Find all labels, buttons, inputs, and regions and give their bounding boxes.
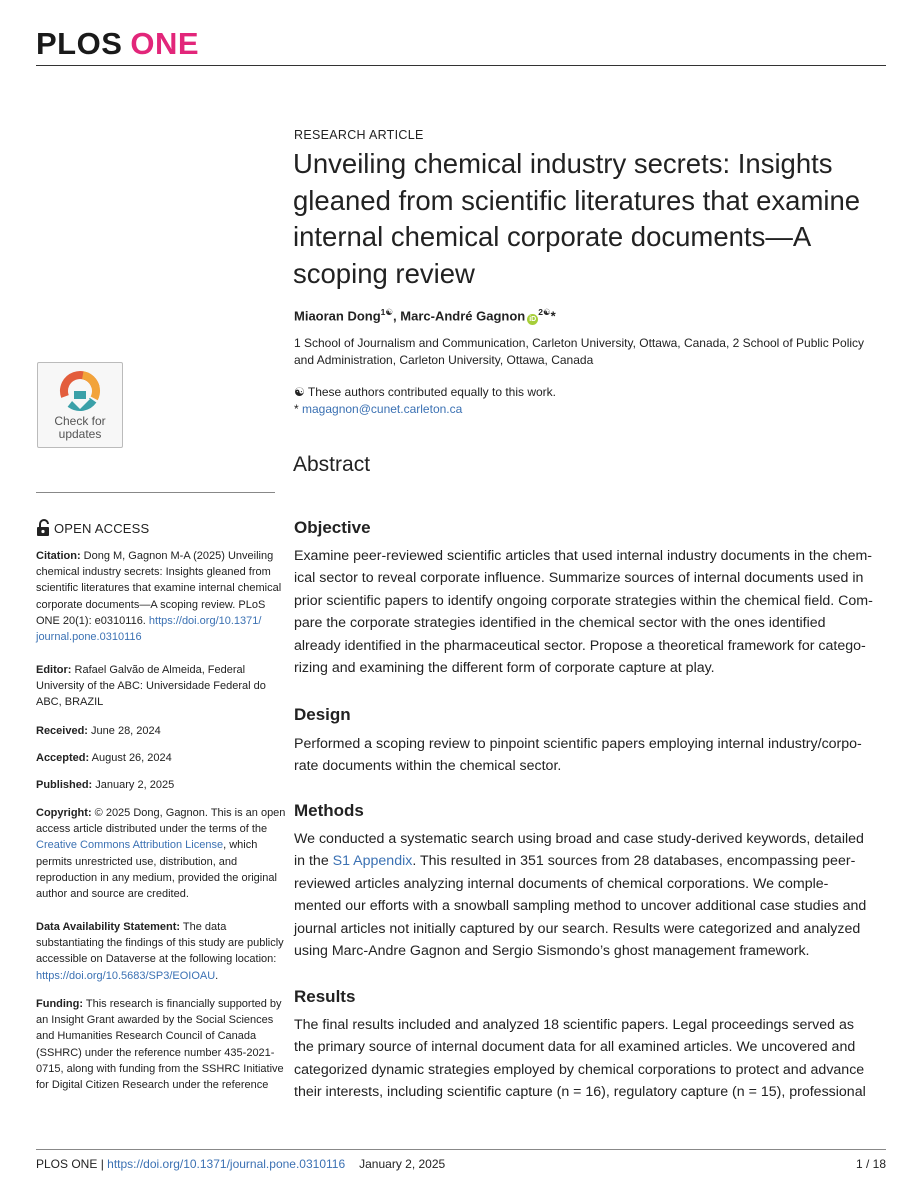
objective-heading: Objective: [294, 518, 371, 537]
abstract-heading: Abstract: [293, 453, 371, 476]
check-for-updates-badge[interactable]: [37, 362, 123, 448]
logo-one: ONE: [130, 26, 200, 61]
sidebar-divider: [36, 492, 275, 493]
article-type: RESEARCH ARTICLE: [294, 128, 424, 142]
check-for-updates-label: Check for updates: [54, 414, 106, 441]
article-title: Unveiling chemical industry secrets: Insights gleaned from scientific literatures that examine internal chemical corporate documents—A scoping review: [293, 148, 861, 289]
footer-journal: PLOS ONE: [36, 1157, 98, 1171]
results-text: The final results included and analyzed 18 scientific papers. Legal proceedings served as the primary source of internal document data for all examined articles. We uncovered and categorized dynamic strategies employed by chemical corporations to protect and advance their interests, including scientific capture (n = 16), regulatory capture (n = 15), professional: [294, 1017, 866, 1101]
check-for-updates-icon: [58, 369, 102, 413]
received-date: Received: June 28, 2024: [36, 725, 161, 737]
results-heading: Results: [294, 987, 356, 1006]
equal-contribution-note: ☯ These authors contributed equally to this work.: [294, 385, 557, 399]
footer-divider: [36, 1149, 886, 1150]
author-affiliation-marker: 2☯: [538, 307, 551, 317]
orcid-icon[interactable]: iD: [529, 316, 537, 324]
journal-logo: [36, 26, 199, 62]
design-heading: Design: [294, 705, 351, 724]
data-availability-block: Data Availability Statement: The data substantiating the findings of this study are publicly accessible on Dataverse at the following location: https://doi.org/10.5683/SP3/EOIOAU.: [36, 921, 284, 982]
license-link[interactable]: Creative Commons Attribution License: [36, 839, 224, 852]
page-footer: PLOS ONE | https://doi.org/10.1371/journal.pone.0310116 January 2, 2025: [36, 1157, 446, 1171]
affiliations: 1 School of Journalism and Communication, Carleton University, Ottawa, Canada, 2 School of Public Policy and Administration, Carleton University, Ottawa, Canada: [294, 336, 865, 367]
author-name[interactable]: Marc-André Gagnon: [400, 308, 526, 324]
s1-appendix-link[interactable]: S1 Appendix: [332, 853, 413, 870]
design-text: Performed a scoping review to pinpoint scientific papers employing internal industry/corpo- rate documents within the chemical sector.: [294, 736, 862, 775]
contribution-notes: ☯ These authors contributed equally to this work. * magagnon@cunet.carleton.ca: [294, 384, 884, 417]
author-affiliation-marker: 1☯: [380, 307, 394, 317]
citation-doi-link[interactable]: https://doi.org/10.1371/: [148, 614, 262, 627]
objective-text: Examine peer-reviewed scientific articles that used internal industry documents in the chem- ical sector to reveal corporate influence. Summarize sources of internal documents used in prior scientific papers to identify ongoing corporate strategies within the chemical field. Com- pare the corporate strategies identified in the chemical sector with the ones identified already identified in the pharmaceutical sector. Propose a theoretical framework for catego- rizing and examining the different form of corporate capture at play.: [294, 548, 873, 677]
corresponding-email-link[interactable]: magagnon@cunet.carleton.ca: [302, 401, 463, 416]
methods-heading: Methods: [294, 801, 364, 820]
footer-date: January 2, 2025: [359, 1157, 446, 1171]
published-date: Published: January 2, 2025: [36, 779, 175, 791]
author-list: Miaoran Dong$^{1☯}$, Marc-André Gagnon $iD^{2☯}*$: [294, 307, 556, 324]
logo-plos: PLOS: [36, 26, 123, 61]
citation-block: Citation: Dong M, Gagnon M-A (2025) Unveiling chemical industry secrets: Insights gleaned from scientific literatures that examine internal chemical corporate documents—A scoping review. PLoS ONE 20(1): e0310116. https://doi.org/10.1371/ journal.pone.0310116: [36, 548, 276, 645]
open-lock-icon: [36, 519, 50, 536]
dataverse-doi-link[interactable]: https://doi.org/10.5683/SP3/EOIOAU: [36, 969, 216, 982]
citation-doi-link-cont[interactable]: journal.pone.0310116: [36, 631, 142, 644]
open-access-label: OPEN ACCESS: [36, 519, 149, 536]
footer-doi-link[interactable]: https://doi.org/10.1371/journal.pone.0310116: [107, 1157, 346, 1171]
header-divider: [36, 65, 886, 66]
funding-block: Funding: This research is financially supported by an Insight Grant awarded by the Social Sciences and Humanities Research Council of Canada (SSHRC) under the reference number 435-2021- 0715, along with funding from the SSHRC Initiative for Digital Citizen Research under the reference: [36, 998, 284, 1092]
copyright-block: Copyright: © 2025 Dong, Gagnon. This is an open access article distributed under the terms of the Creative Commons Attribution License, which permits unrestricted use, distribution, and reproduction in any medium, provided the original author and source are credited.: [36, 807, 286, 901]
page-number: 1 / 18: [855, 1157, 886, 1171]
corresponding-marker: *: [550, 308, 556, 324]
accepted-date: Accepted: August 26, 2024: [36, 752, 172, 764]
author-name[interactable]: Miaoran Dong: [294, 308, 381, 324]
editor-block: Editor: Rafael Galvão de Almeida, Federal University of the ABC: Universidade Federal do ABC, BRAZIL: [36, 664, 266, 709]
methods-text: We conducted a systematic search using broad and case study-derived keywords, detailed in the S1 Appendix. This resulted in 351 sources from 28 databases, encompassing peer- reviewed articles analyzing internal documents of chemical corporations. We comple- mented our efforts with a snowball sampling method to uncover additional case studies and journal articles not initially captured by our search. Results were categorized and analyzed using Marc-Andre Gagnon and Sergio Sismondo’s ghost management framework.: [294, 831, 867, 960]
